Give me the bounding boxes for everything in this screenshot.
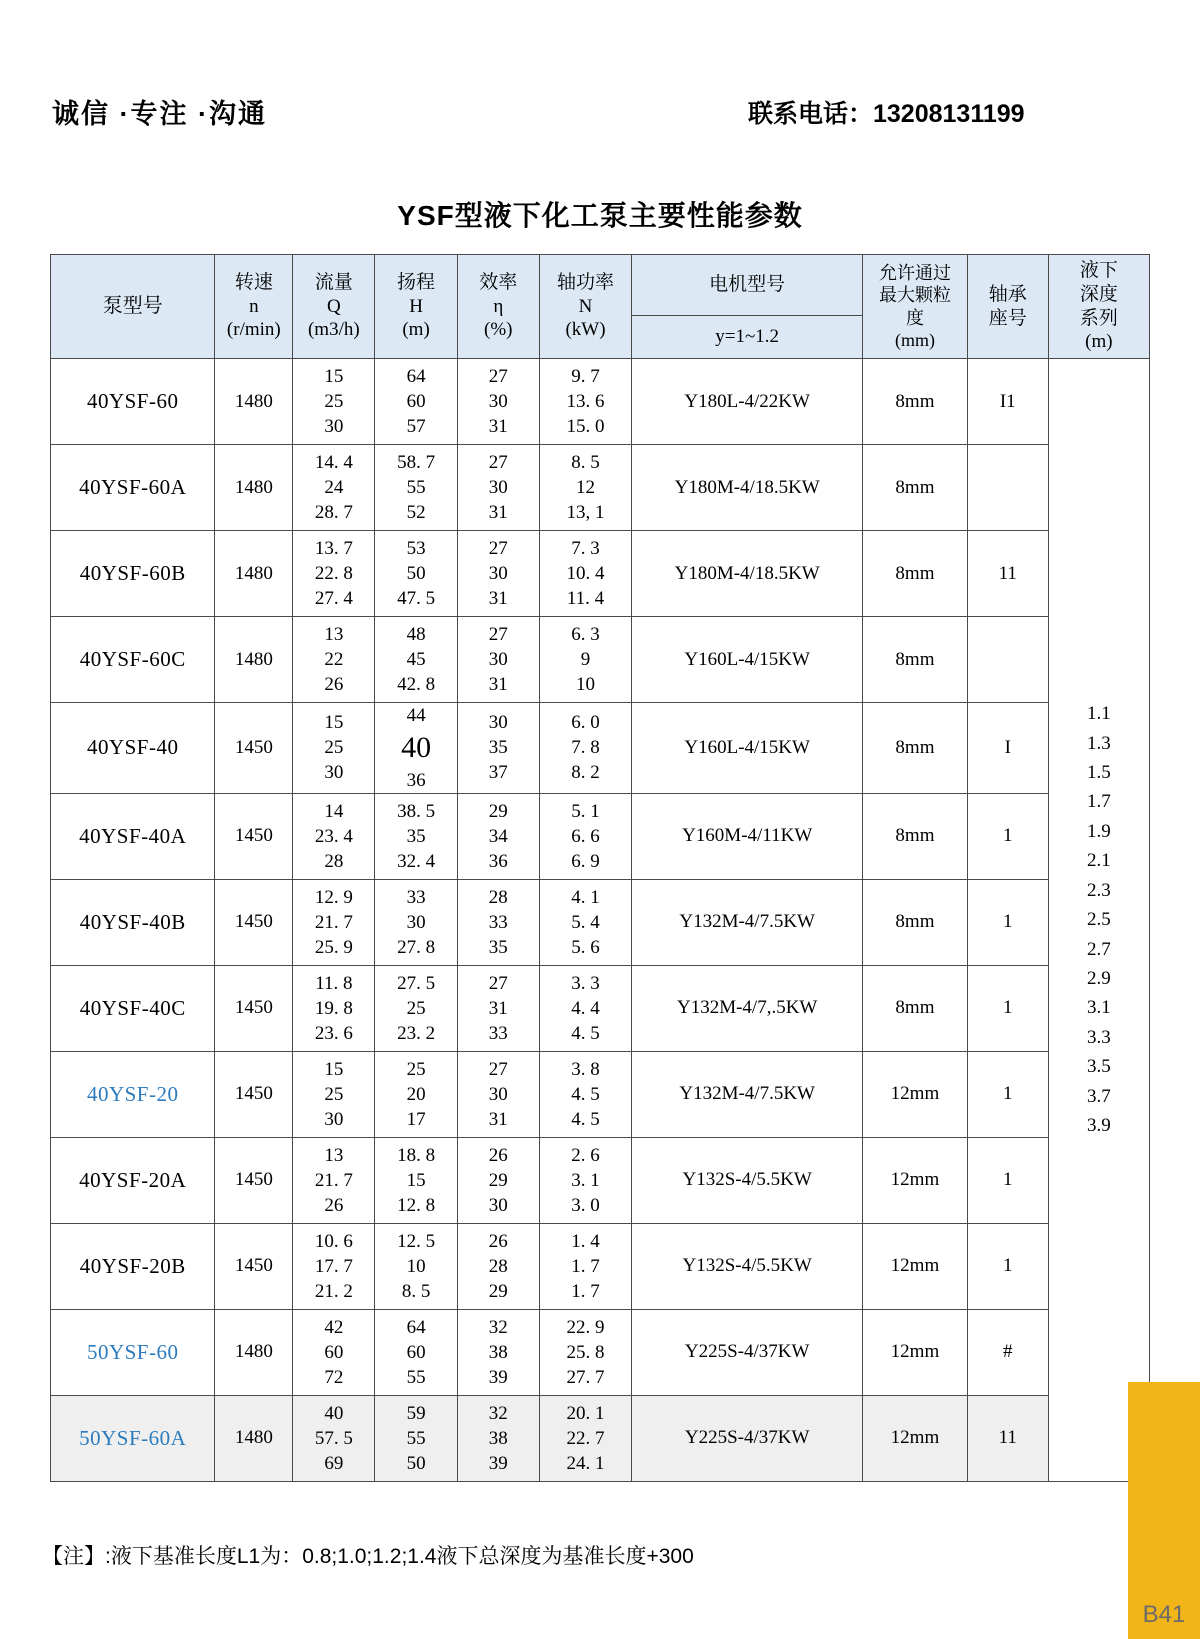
cell-flow: 14. 4 24 28. 7 [293, 445, 375, 531]
cell-power: 5. 1 6. 6 6. 9 [539, 793, 631, 879]
col-header-motor-sub: y=1~1.2 [632, 316, 863, 359]
cell-efficiency: 27 30 31 [457, 1051, 539, 1137]
col-header-particle: 允许通过 最大颗粒 度 (mm) [863, 255, 967, 359]
cell-flow: 15 25 30 [293, 359, 375, 445]
cell-flow: 13 21. 7 26 [293, 1137, 375, 1223]
cell-efficiency: 32 38 39 [457, 1395, 539, 1481]
spec-table [50, 254, 1150, 1482]
col-header-flow: 流量 Q (m3/h) [293, 255, 375, 359]
cell-efficiency: 28 33 35 [457, 879, 539, 965]
cell-speed: 1450 [215, 703, 293, 794]
cell-head: 58. 7 55 52 [375, 445, 457, 531]
cell-flow: 10. 6 17. 7 21. 2 [293, 1223, 375, 1309]
cell-efficiency: 27 30 31 [457, 359, 539, 445]
cell-model: 40YSF-60 [51, 359, 215, 445]
cell-flow: 15 25 30 [293, 703, 375, 794]
cell-speed: 1450 [215, 879, 293, 965]
table-row [51, 445, 1150, 531]
cell-particle-size: 8mm [863, 359, 967, 445]
table-row [51, 359, 1150, 445]
page-number: B41 [1142, 1601, 1186, 1628]
table-row [51, 1395, 1150, 1481]
cell-speed: 1480 [215, 359, 293, 445]
cell-motor-model: Y180M-4/18.5KW [632, 531, 863, 617]
cell-head: 27. 5 25 23. 2 [375, 965, 457, 1051]
cell-head: 59 55 50 [375, 1395, 457, 1481]
table-row [51, 879, 1150, 965]
cell-model: 50YSF-60 [51, 1309, 215, 1395]
cell-motor-model: Y132S-4/5.5KW [632, 1223, 863, 1309]
cell-flow: 42 60 72 [293, 1309, 375, 1395]
cell-bearing-no: 1 [967, 1137, 1048, 1223]
cell-efficiency: 26 29 30 [457, 1137, 539, 1223]
cell-head: 12. 5 10 8. 5 [375, 1223, 457, 1309]
cell-efficiency: 30 35 37 [457, 703, 539, 794]
header-slogan: 诚信 ·专注 ·沟通 [52, 99, 267, 129]
cell-speed: 1480 [215, 1309, 293, 1395]
cell-particle-size: 12mm [863, 1309, 967, 1395]
cell-bearing-no: I1 [967, 359, 1048, 445]
table-body [51, 359, 1150, 1482]
cell-model: 40YSF-60C [51, 617, 215, 703]
cell-particle-size: 8mm [863, 531, 967, 617]
cell-efficiency: 32 38 39 [457, 1309, 539, 1395]
cell-particle-size: 8mm [863, 703, 967, 794]
table-row [51, 1223, 1150, 1309]
cell-bearing-no: I [967, 703, 1048, 794]
cell-efficiency: 29 34 36 [457, 793, 539, 879]
cell-power: 3. 3 4. 4 4. 5 [539, 965, 631, 1051]
cell-power: 6. 0 7. 8 8. 2 [539, 703, 631, 794]
cell-motor-model: Y132M-4/7.5KW [632, 879, 863, 965]
table-row [51, 531, 1150, 617]
cell-head: 48 45 42. 8 [375, 617, 457, 703]
table-row [51, 793, 1150, 879]
cell-model: 40YSF-20B [51, 1223, 215, 1309]
page-header [0, 92, 1200, 132]
cell-bearing-no: 11 [967, 1395, 1048, 1481]
cell-bearing-no: 1 [967, 965, 1048, 1051]
cell-power: 7. 3 10. 4 11. 4 [539, 531, 631, 617]
cell-model: 50YSF-60A [51, 1395, 215, 1481]
col-header-depth: 液下 深度 系列 (m) [1048, 255, 1149, 359]
cell-power: 8. 5 12 13, 1 [539, 445, 631, 531]
cell-head: 18. 8 15 12. 8 [375, 1137, 457, 1223]
cell-head: 38. 5 35 32. 4 [375, 793, 457, 879]
footnote: 【注】:液下基准长度L1为：0.8;1.0;1.2;1.4液下总深度为基准长度+300 [42, 1545, 694, 1568]
cell-bearing-no: 1 [967, 1051, 1048, 1137]
col-header-bearing: 轴承 座号 [967, 255, 1048, 359]
cell-particle-size: 12mm [863, 1223, 967, 1309]
cell-power: 22. 9 25. 8 27. 7 [539, 1309, 631, 1395]
cell-motor-model: Y132S-4/5.5KW [632, 1137, 863, 1223]
cell-efficiency: 27 31 33 [457, 965, 539, 1051]
cell-flow: 13 22 26 [293, 617, 375, 703]
cell-flow: 40 57. 5 69 [293, 1395, 375, 1481]
cell-particle-size: 8mm [863, 965, 967, 1051]
cell-model: 40YSF-20 [51, 1051, 215, 1137]
cell-particle-size: 12mm [863, 1395, 967, 1481]
cell-particle-size: 8mm [863, 793, 967, 879]
col-header-motor: 电机型号 [632, 255, 863, 316]
col-header-head: 扬程 H (m) [375, 255, 457, 359]
cell-power: 9. 7 13. 6 15. 0 [539, 359, 631, 445]
cell-head: 33 30 27. 8 [375, 879, 457, 965]
cell-head: 44 40 36 [375, 703, 457, 794]
cell-particle-size: 8mm [863, 445, 967, 531]
cell-bearing-no: 11 [967, 531, 1048, 617]
cell-speed: 1480 [215, 1395, 293, 1481]
col-header-model: 泵型号 [51, 255, 215, 359]
table-row [51, 1051, 1150, 1137]
cell-speed: 1480 [215, 531, 293, 617]
cell-flow: 12. 9 21. 7 25. 9 [293, 879, 375, 965]
table-row [51, 1137, 1150, 1223]
cell-motor-model: Y160L-4/15KW [632, 703, 863, 794]
table-row [51, 965, 1150, 1051]
cell-speed: 1480 [215, 617, 293, 703]
cell-particle-size: 8mm [863, 879, 967, 965]
cell-bearing-no [967, 617, 1048, 703]
cell-model: 40YSF-40 [51, 703, 215, 794]
cell-model: 40YSF-20A [51, 1137, 215, 1223]
cell-bearing-no: # [967, 1309, 1048, 1395]
page-title: YSF型液下化工泵主要性能参数 [397, 200, 803, 231]
cell-model: 40YSF-40A [51, 793, 215, 879]
cell-power: 2. 6 3. 1 3. 0 [539, 1137, 631, 1223]
cell-particle-size: 12mm [863, 1051, 967, 1137]
cell-speed: 1450 [215, 1223, 293, 1309]
cell-particle-size: 12mm [863, 1137, 967, 1223]
cell-power: 3. 8 4. 5 4. 5 [539, 1051, 631, 1137]
col-header-power: 轴功率 N (kW) [539, 255, 631, 359]
cell-bearing-no [967, 445, 1048, 531]
cell-model: 40YSF-40B [51, 879, 215, 965]
cell-depth-series: 1.1 1.3 1.5 1.7 1.9 2.1 2.3 2.5 2.7 2.9 3.1 3.3 3.5 3.7 3.9 [1048, 359, 1149, 1482]
cell-head: 25 20 17 [375, 1051, 457, 1137]
cell-motor-model: Y132M-4/7.5KW [632, 1051, 863, 1137]
cell-efficiency: 26 28 29 [457, 1223, 539, 1309]
cell-flow: 11. 8 19. 8 23. 6 [293, 965, 375, 1051]
cell-power: 4. 1 5. 4 5. 6 [539, 879, 631, 965]
cell-head: 64 60 57 [375, 359, 457, 445]
cell-motor-model: Y225S-4/37KW [632, 1309, 863, 1395]
cell-efficiency: 27 30 31 [457, 445, 539, 531]
cell-speed: 1480 [215, 445, 293, 531]
cell-model: 40YSF-60B [51, 531, 215, 617]
cell-power: 20. 1 22. 7 24. 1 [539, 1395, 631, 1481]
cell-speed: 1450 [215, 1137, 293, 1223]
cell-motor-model: Y180L-4/22KW [632, 359, 863, 445]
cell-head: 53 50 47. 5 [375, 531, 457, 617]
cell-motor-model: Y160M-4/11KW [632, 793, 863, 879]
col-header-efficiency: 效率 η (%) [457, 255, 539, 359]
cell-motor-model: Y180M-4/18.5KW [632, 445, 863, 531]
cell-efficiency: 27 30 31 [457, 617, 539, 703]
cell-bearing-no: 1 [967, 879, 1048, 965]
cell-head: 64 60 55 [375, 1309, 457, 1395]
cell-bearing-no: 1 [967, 1223, 1048, 1309]
cell-flow: 13. 7 22. 8 27. 4 [293, 531, 375, 617]
cell-model: 40YSF-60A [51, 445, 215, 531]
cell-flow: 14 23. 4 28 [293, 793, 375, 879]
table-head [51, 255, 1150, 359]
cell-motor-model: Y160L-4/15KW [632, 617, 863, 703]
table-row [51, 617, 1150, 703]
cell-efficiency: 27 30 31 [457, 531, 539, 617]
page-tab [1128, 1382, 1200, 1639]
cell-power: 6. 3 9 10 [539, 617, 631, 703]
cell-speed: 1450 [215, 793, 293, 879]
col-header-speed: 转速 n (r/min) [215, 255, 293, 359]
cell-model: 40YSF-40C [51, 965, 215, 1051]
header-phone: 联系电话：13208131199 [748, 100, 1025, 128]
cell-power: 1. 4 1. 7 1. 7 [539, 1223, 631, 1309]
cell-speed: 1450 [215, 965, 293, 1051]
cell-bearing-no: 1 [967, 793, 1048, 879]
cell-motor-model: Y132M-4/7,.5KW [632, 965, 863, 1051]
cell-flow: 15 25 30 [293, 1051, 375, 1137]
cell-motor-model: Y225S-4/37KW [632, 1395, 863, 1481]
table-row [51, 1309, 1150, 1395]
cell-particle-size: 8mm [863, 617, 967, 703]
cell-speed: 1450 [215, 1051, 293, 1137]
table-row [51, 703, 1150, 794]
spec-table-wrapper [50, 254, 1150, 1482]
